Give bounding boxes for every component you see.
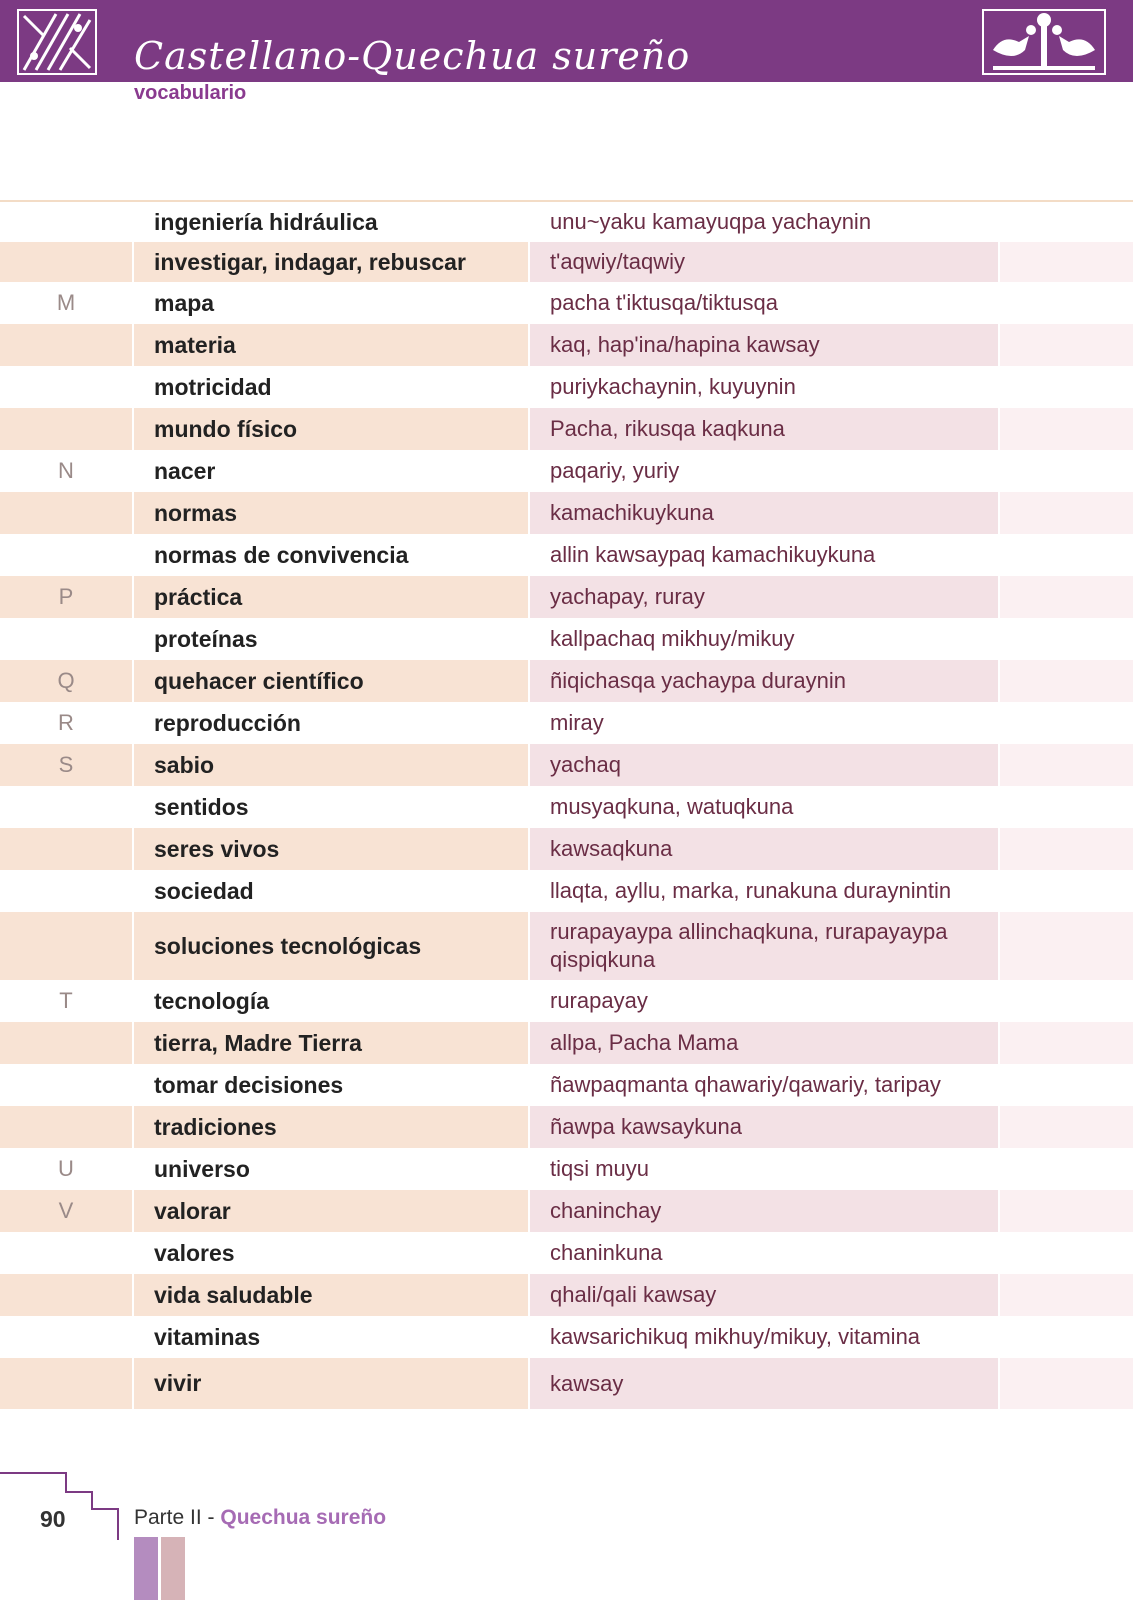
spanish-term: sociedad <box>154 877 254 904</box>
table-row <box>0 1148 1133 1190</box>
table-row <box>0 202 1133 242</box>
index-letter <box>0 912 132 980</box>
index-letter <box>0 1106 132 1148</box>
footer-color-bar <box>161 1537 185 1600</box>
index-letter: U <box>58 1156 74 1181</box>
table-row <box>0 744 1133 786</box>
table-row <box>0 786 1133 828</box>
index-letter <box>0 1232 132 1274</box>
index-letter <box>0 1274 132 1316</box>
spanish-term: reproducción <box>154 709 301 736</box>
row-end-cell <box>1000 702 1133 744</box>
spanish-term: vivir <box>134 1358 528 1409</box>
table-row <box>0 242 1133 282</box>
row-end-cell <box>1000 1148 1133 1190</box>
row-end-cell <box>1000 1064 1133 1106</box>
spanish-term: seres vivos <box>134 828 528 870</box>
row-end-cell <box>1000 1106 1133 1148</box>
table-row <box>0 324 1133 366</box>
table-row <box>0 576 1133 618</box>
table-row <box>0 870 1133 912</box>
table-row <box>0 408 1133 450</box>
footer-part-label <box>134 1506 386 1530</box>
index-letter: Q <box>0 660 132 702</box>
row-end-cell <box>1000 282 1133 324</box>
quechua-term: ñawpa kawsaykuna <box>530 1106 998 1148</box>
table-row <box>0 1190 1133 1232</box>
index-letter <box>0 202 132 242</box>
quechua-term: puriykachaynin, kuyuynin <box>550 374 796 399</box>
row-end-cell <box>1000 408 1133 450</box>
index-letter <box>0 366 132 408</box>
quechua-term: kaq, hap'ina/hapina kawsay <box>530 324 998 366</box>
quechua-term: kawsay <box>530 1358 998 1409</box>
quechua-term: miray <box>550 710 604 735</box>
quechua-term: kamachikuykuna <box>530 492 998 534</box>
table-row <box>0 1274 1133 1316</box>
spanish-term: motricidad <box>154 373 272 400</box>
index-letter <box>0 324 132 366</box>
row-end-cell <box>1000 576 1133 618</box>
page-title: Castellano-Quechua sureño <box>134 34 691 78</box>
quechua-term: tiqsi muyu <box>550 1156 650 1181</box>
spanish-term: nacer <box>154 457 216 484</box>
index-letter: P <box>0 576 132 618</box>
table-row <box>0 828 1133 870</box>
spanish-term: valorar <box>134 1190 528 1232</box>
table-row <box>0 282 1133 324</box>
index-letter <box>0 1022 132 1064</box>
table-row <box>0 1358 1133 1409</box>
spanish-term: sabio <box>134 744 528 786</box>
row-end-cell <box>1000 980 1133 1022</box>
quechua-term: chaninchay <box>530 1190 998 1232</box>
row-end-cell <box>1000 324 1133 366</box>
index-letter <box>0 786 132 828</box>
spanish-term: vitaminas <box>154 1323 261 1350</box>
spanish-term: materia <box>134 324 528 366</box>
quechua-term: kallpachaq mikhuy/mikuy <box>550 626 795 651</box>
table-row <box>0 492 1133 534</box>
quechua-term: kawsaqkuna <box>530 828 998 870</box>
row-end-cell <box>1000 870 1133 912</box>
quechua-term: llaqta, ayllu, marka, runakuna duraynintin <box>550 878 952 903</box>
quechua-term: yachaq <box>530 744 998 786</box>
row-end-cell <box>1000 450 1133 492</box>
page-subtitle: vocabulario <box>134 82 247 104</box>
index-letter <box>0 618 132 660</box>
spanish-term: soluciones tecnológicas <box>134 912 528 980</box>
quechua-term: allpa, Pacha Mama <box>530 1022 998 1064</box>
header-left-logo <box>0 0 118 82</box>
spanish-term: tomar decisiones <box>154 1071 344 1098</box>
quechua-term: ñiqichasqa yachaypa duraynin <box>530 660 998 702</box>
quechua-term: musyaqkuna, watuqkuna <box>550 794 794 819</box>
index-letter: M <box>56 290 76 315</box>
index-letter <box>0 1064 132 1106</box>
page-number: 90 <box>40 1506 66 1532</box>
quechua-term: rurapayaypa allinchaqkuna, rurapayaypa qispiqkuna <box>530 912 998 980</box>
row-end-cell <box>1000 492 1133 534</box>
table-row <box>0 1316 1133 1358</box>
index-letter: S <box>0 744 132 786</box>
table-row <box>0 1232 1133 1274</box>
spanish-term: valores <box>154 1239 235 1266</box>
quechua-term: ñawpaqmanta qhawariy/qawariy, taripay <box>550 1072 941 1097</box>
index-letter <box>0 408 132 450</box>
row-end-cell <box>1000 786 1133 828</box>
footer-section: Quechua sureño <box>220 1506 387 1529</box>
row-end-cell <box>1000 366 1133 408</box>
table-row <box>0 1106 1133 1148</box>
table-row <box>0 660 1133 702</box>
birds-tree-icon <box>979 6 1109 78</box>
index-letter <box>0 492 132 534</box>
spanish-term: universo <box>154 1155 250 1182</box>
table-row <box>0 1064 1133 1106</box>
table-row <box>0 450 1133 492</box>
index-letter <box>0 1358 132 1409</box>
row-end-cell <box>1000 744 1133 786</box>
spanish-term: normas de convivencia <box>154 541 409 568</box>
quechua-term: rurapayay <box>550 988 648 1013</box>
index-letter: V <box>0 1190 132 1232</box>
table-row <box>0 1022 1133 1064</box>
spanish-term: sentidos <box>154 793 249 820</box>
footer-color-bar <box>134 1537 158 1600</box>
table-row <box>0 534 1133 576</box>
row-end-cell <box>1000 242 1133 282</box>
index-letter <box>0 828 132 870</box>
index-letter: N <box>58 458 74 483</box>
spanish-term: mapa <box>154 289 215 316</box>
quechua-term: yachapay, ruray <box>530 576 998 618</box>
table-row <box>0 618 1133 660</box>
quechua-term: allin kawsaypaq kamachikuykuna <box>550 542 876 567</box>
quechua-term: chaninkuna <box>550 1240 663 1265</box>
geometric-pattern-icon <box>14 6 100 78</box>
index-letter: T <box>59 988 73 1013</box>
row-end-cell <box>1000 1274 1133 1316</box>
quechua-term: t'aqwiy/taqwiy <box>530 242 998 282</box>
spanish-term: normas <box>134 492 528 534</box>
quechua-term: pacha t'iktusqa/tiktusqa <box>550 290 779 315</box>
row-end-cell <box>1000 1316 1133 1358</box>
header-right-logo <box>971 0 1133 82</box>
index-letter <box>0 870 132 912</box>
footer-step-line <box>0 1470 140 1540</box>
quechua-term: qhali/qali kawsay <box>530 1274 998 1316</box>
index-letter: R <box>58 710 74 735</box>
spanish-term: ingeniería hidráulica <box>154 208 378 235</box>
table-row <box>0 912 1133 980</box>
spanish-term: mundo físico <box>134 408 528 450</box>
quechua-term: paqariy, yuriy <box>550 458 680 483</box>
row-end-cell <box>1000 1232 1133 1274</box>
index-letter <box>0 242 132 282</box>
row-end-cell <box>1000 202 1133 242</box>
spanish-term: tierra, Madre Tierra <box>134 1022 528 1064</box>
row-end-cell <box>1000 1190 1133 1232</box>
table-row <box>0 702 1133 744</box>
index-letter <box>0 534 132 576</box>
quechua-term: Pacha, rikusqa kaqkuna <box>530 408 998 450</box>
row-end-cell <box>1000 1358 1133 1409</box>
table-row <box>0 980 1133 1022</box>
spanish-term: proteínas <box>154 625 258 652</box>
quechua-term: unu~yaku kamayuqpa yachaynin <box>550 209 872 234</box>
index-letter <box>0 1316 132 1358</box>
spanish-term: tradiciones <box>134 1106 528 1148</box>
footer-part: Parte II - <box>134 1506 221 1529</box>
quechua-term: kawsarichikuq mikhuy/mikuy, vitamina <box>550 1324 921 1349</box>
vocabulary-table <box>0 202 1133 1409</box>
table-row <box>0 366 1133 408</box>
spanish-term: práctica <box>134 576 528 618</box>
row-end-cell <box>1000 534 1133 576</box>
spanish-term: quehacer científico <box>134 660 528 702</box>
row-end-cell <box>1000 1022 1133 1064</box>
row-end-cell <box>1000 660 1133 702</box>
spanish-term: investigar, indagar, rebuscar <box>134 242 528 282</box>
row-end-cell <box>1000 618 1133 660</box>
spanish-term: vida saludable <box>134 1274 528 1316</box>
row-end-cell <box>1000 912 1133 980</box>
row-end-cell <box>1000 828 1133 870</box>
spanish-term: tecnología <box>154 987 270 1014</box>
